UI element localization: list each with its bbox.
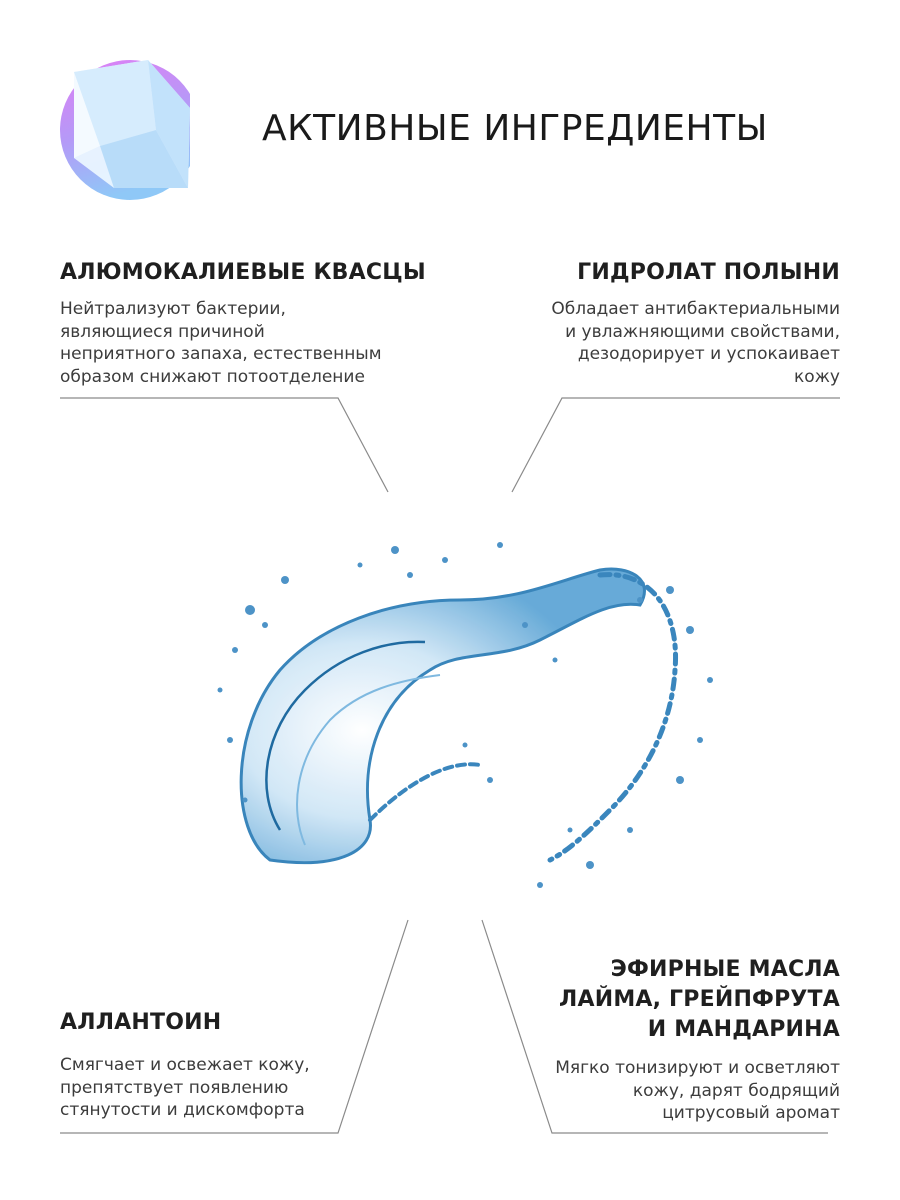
connector-top-right: [512, 398, 840, 492]
ingredient-description: Мягко тонизируют и осветляют кожу, дарят бодрящий цитрусовый аромат: [555, 1058, 840, 1123]
ingredient-allantoin: [60, 1008, 360, 1122]
crystal-logo-icon: [60, 60, 190, 200]
ingredient-title: ГИДРОЛАТ ПОЛЫНИ: [577, 260, 840, 285]
ingredient-description: Нейтрализуют бактерии, являющиеся причиной неприятного запаха, естественным образом снижают потоотделение: [60, 299, 382, 387]
page-title: АКТИВНЫЕ ИНГРЕДИЕНТЫ: [262, 108, 768, 149]
ingredient-description: Обладает антибактериальными и увлажняющими свойствами, дезодорирует и успокаивает кожу: [551, 299, 840, 387]
ingredient-description: Смягчает и освежает кожу, препятствует появлению стянутости и дискомфорта: [60, 1055, 310, 1120]
ingredient-title: АЛЮМОКАЛИЕВЫЕ КВАСЦЫ: [60, 260, 426, 285]
ingredient-essential-oils: [440, 955, 840, 1125]
water-splash-icon: [210, 530, 720, 900]
ingredient-title: ЭФИРНЫЕ МАСЛА ЛАЙМА, ГРЕЙПФРУТА И МАНДАРИНА: [559, 957, 840, 1042]
ingredient-wormwood-hydrolate: [480, 258, 840, 388]
connector-top-left: [60, 398, 388, 492]
ingredient-alum: [60, 258, 460, 388]
ingredient-title: АЛЛАНТОИН: [60, 1010, 222, 1035]
